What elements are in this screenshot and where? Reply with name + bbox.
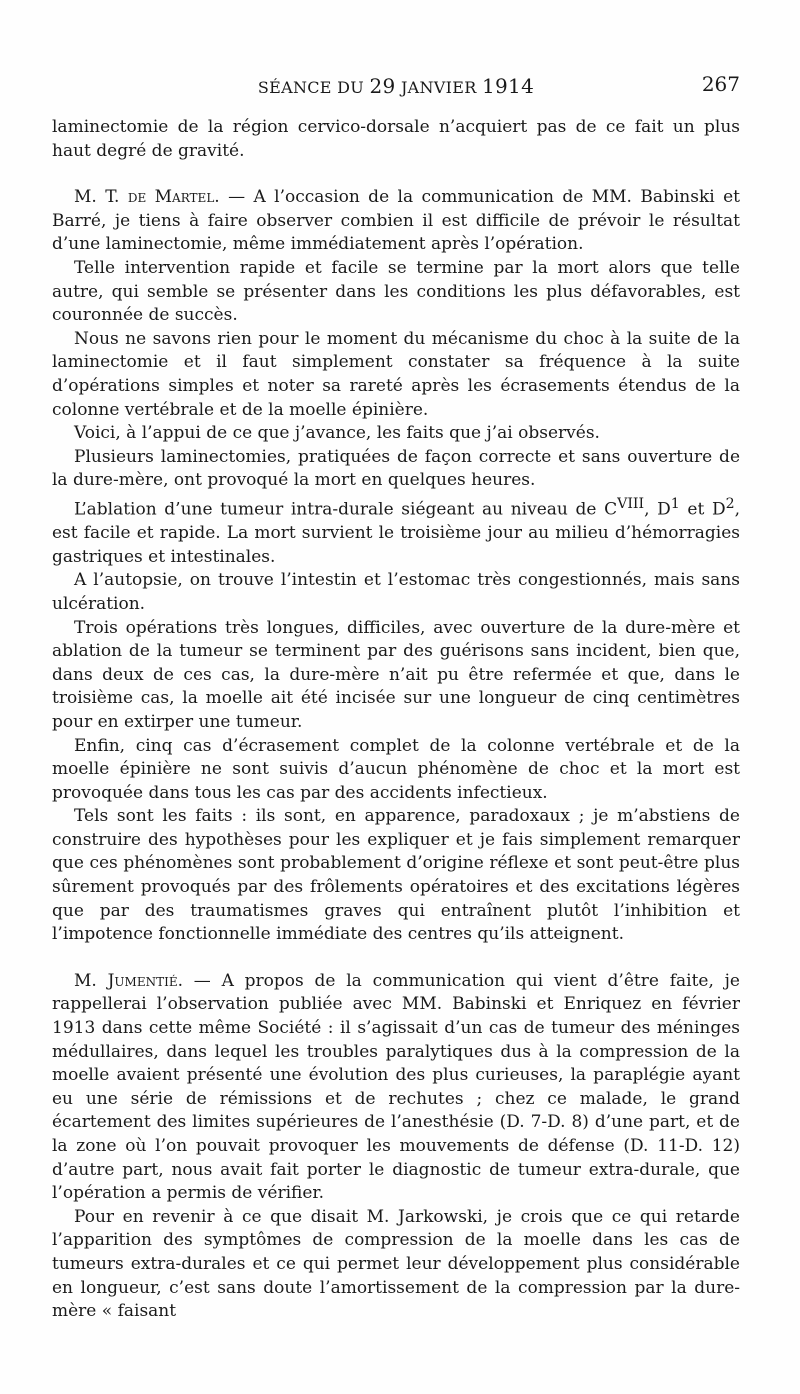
superscript: 1 (670, 495, 680, 512)
body-text (52, 116, 740, 1324)
running-head (52, 74, 740, 98)
paragraph-text: — A propos de la communication qui vient d’être faite, je rappellerai l’observation publiée avec MM. Babinski et Enriquez en février 1913 dans cette même Société : il s’agissait d’un cas de tumeur des méninges médullaires, dans lequel les troubles paralytiques dus à la compression de la moelle avaient présenté une évolution des plus curieuses, la paraplégie ayant eu une série de rémissions et de rechutes ; chez ce malade, le grand écartement des limites supérieures de l’anesthésie (D. 7-D. 8) d’une part, et de la zone où l’on pouvait provoquer les mouvements de défense (D. 11-D. 12) d’autre part, nous avait fait porter le diagnostic de tumeur extra-durale, que l’opération a permis de vérifier. (52, 970, 740, 1204)
running-head-month: JANVIER (400, 78, 477, 97)
paragraph: Plusieurs laminectomies, pratiquées de façon correcte et sans ouverture de la dure-mère, ont provoqué la mort en quelques heures. (52, 446, 740, 491)
paragraph: Enfin, cinq cas d’écrasement complet de la colonne vertébrale et de la moelle épinière ne sont suivis d’aucun phénomène de choc et la mort est provoquée dans tous les cas par des accidents infectieux. (52, 735, 740, 803)
paragraph: Nous ne savons rien pour le moment du mécanisme du choc à la suite de la laminectomie et il faut simplement constater sa fréquence à la suite d’opérations simples et noter sa rareté après les écrasements étendus de la colonne vertébrale et de la moelle épinière. (52, 328, 740, 420)
page-number: 267 (701, 72, 740, 96)
paragraph-jumentie (52, 970, 740, 1206)
paragraph-martel (52, 186, 740, 257)
paragraph: laminectomie de la région cervico-dorsale n’acquiert pas de ce fait un plus haut degré de gravité. (52, 117, 740, 161)
paragraph (52, 493, 740, 569)
running-head-day: 29 (369, 74, 396, 98)
speaker-name: M. Jumentié. (74, 970, 183, 991)
paragraph: Telle intervention rapide et facile se termine par la mort alors que telle autre, qui semble se présenter dans les conditions les plus défavorables, est couronnée de succès. (52, 257, 740, 326)
page-header (52, 74, 740, 102)
paragraph: A l’autopsie, on trouve l’intestin et l’estomac très congestionnés, mais sans ulcération. (52, 570, 740, 614)
paragraph-text: et D (679, 499, 726, 520)
paragraph: Voici, à l’appui de ce que j’avance, les faits que j’ai observés. (74, 423, 600, 444)
paragraph: Tels sont les faits : ils sont, en apparence, paradoxaux ; je m’abstiens de construire des hypothèses pour les expliquer et je fais simplement remarquer que ces phénomènes sont probablement d’origine réflexe et sont peut-être plus sûrement provoqués par des frôlements opératoires et des excitations légères que par des traumatismes graves qui entraînent plutôt l’inhibition et l’impotence fonctionnelle immédiate des centres qu’ils atteignent. (52, 806, 740, 945)
superscript: VIII (617, 495, 645, 512)
paragraph-text: — A l’occasion de la communication de MM. Babinski et Barré, je tiens à faire observer combien il est difficile de prévoir le résultat d’une laminectomie, même immédiatement après l’opération. (52, 187, 740, 255)
paragraph-text: , est facile et rapide. La mort survient le troisième jour au milieu d’hémorragies gastriques et intestinales. (52, 499, 740, 567)
paragraph: Pour en revenir à ce que disait M. Jarkowski, je crois que ce qui retarde l’apparition des symptômes de compression de la moelle dans les cas de tumeurs extra-durales et ce qui permet leur développement plus considérable en longueur, c’est sans doute l’amortissement de la compression par la dure-mère « faisant (52, 1206, 740, 1322)
running-head-prefix: SÉANCE DU (257, 78, 365, 97)
paragraph-text: , D (644, 499, 671, 520)
paragraph-text: L’ablation d’une tumeur intra-durale siégeant au niveau de C (74, 499, 618, 520)
running-head-year: 1914 (482, 74, 535, 98)
paragraph: Trois opérations très longues, difficiles, avec ouverture de la dure-mère et ablation de la tumeur se terminent par des guérisons sans incident, bien que, dans deux de ces cas, la dure-mère n’ait pu être refermée et que, dans le troisième cas, la moelle ait été incisée sur une longueur de cinq centimètres pour en extirper une tumeur. (52, 617, 740, 732)
superscript: 2 (725, 495, 735, 512)
speaker-name: M. T. de Martel. (74, 187, 220, 208)
